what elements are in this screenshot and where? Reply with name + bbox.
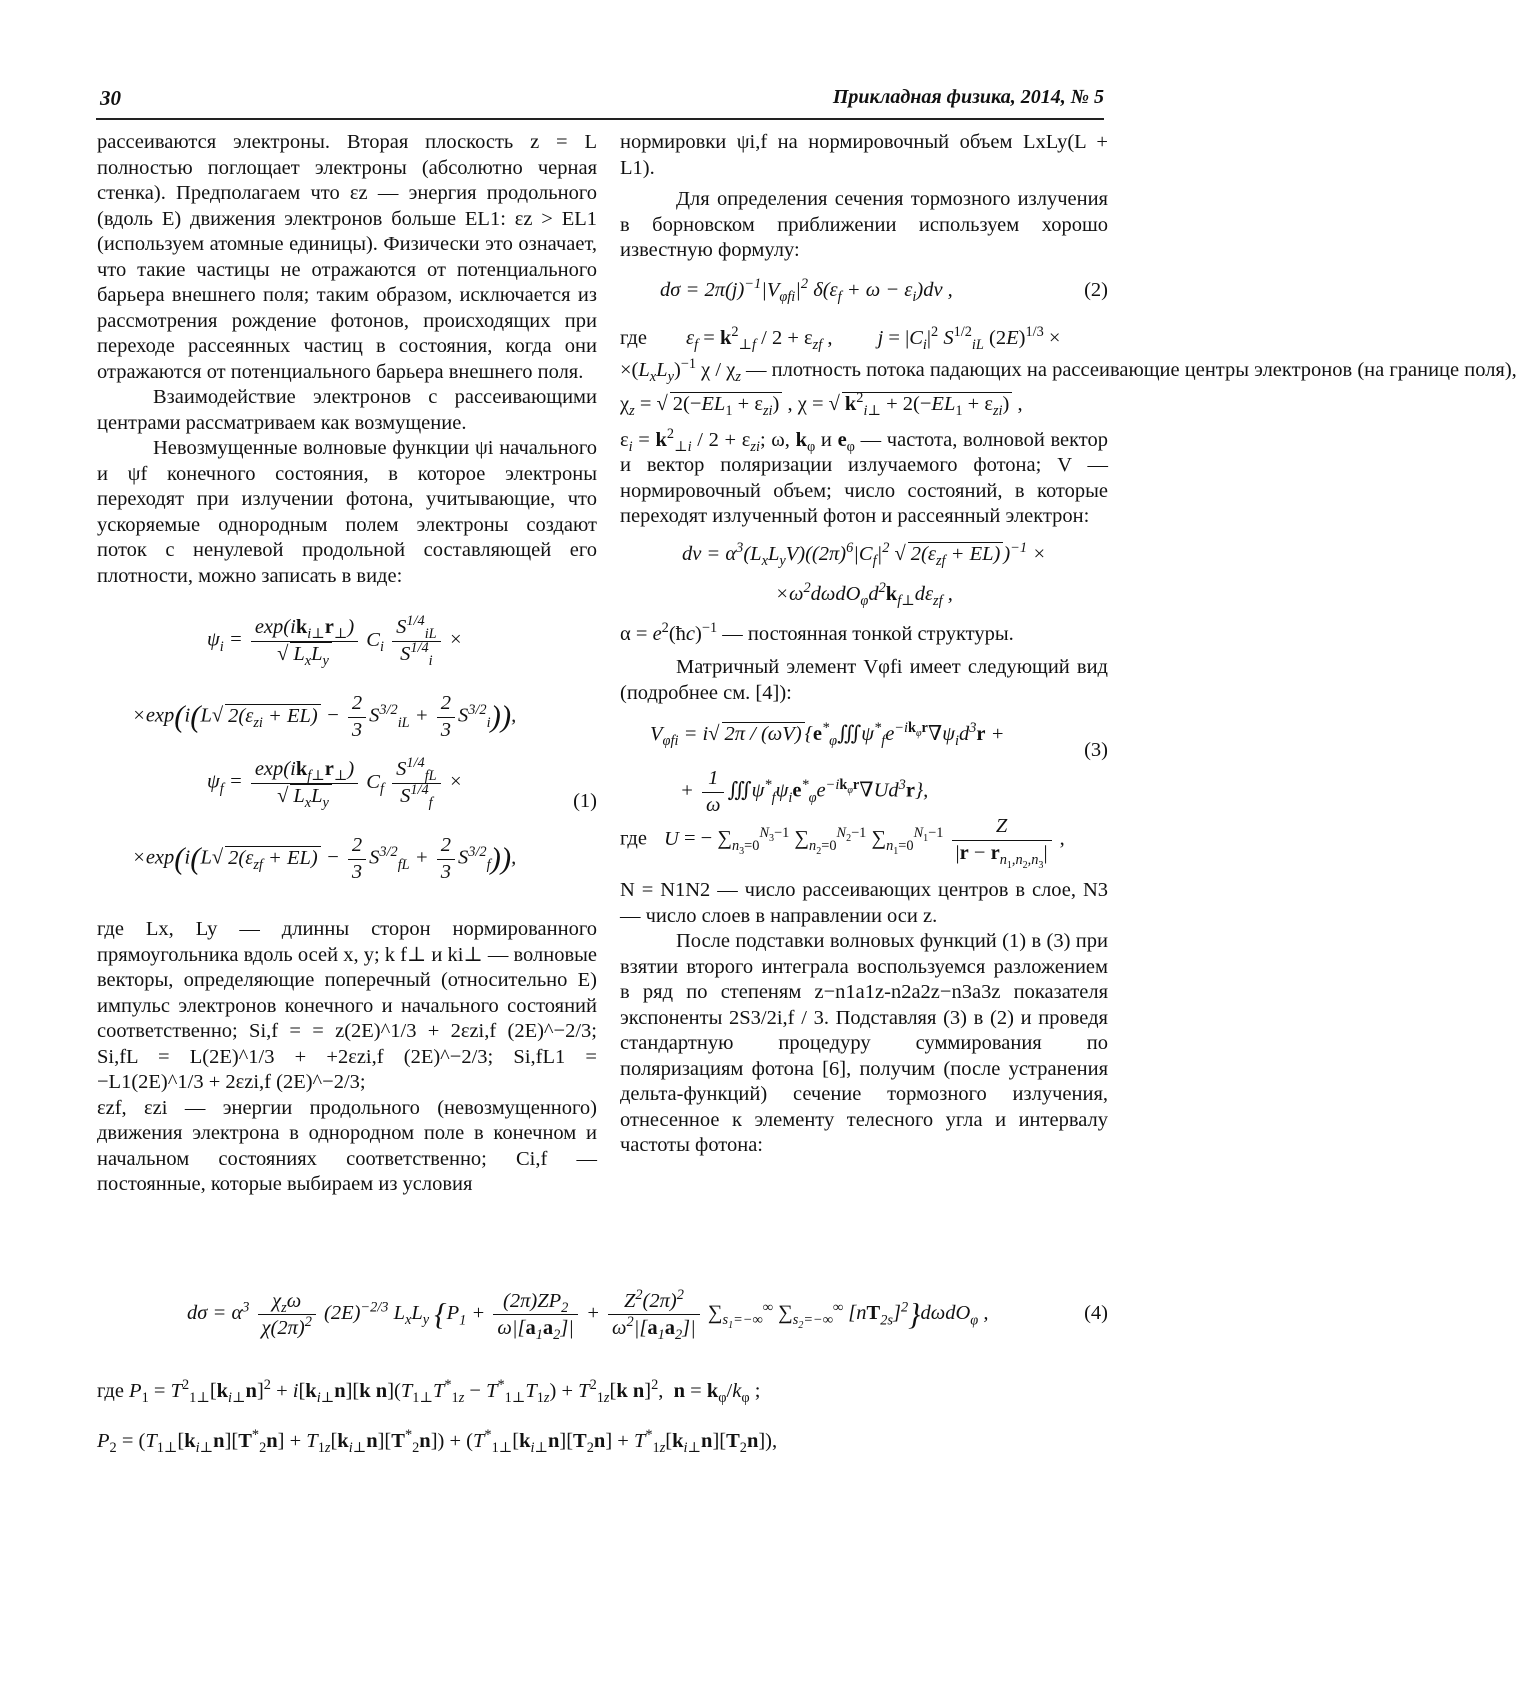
equation-1: $\psi_i$ = $\frac{\exp(ik_{i\perp}r_\perp)}{√ L_xL_y}$ $C_i$ $\frac{S^{1/4}_{iL}}{S^{1/4}_i}$ × ×exp(i(L√ $2(\varepsilon_{zi} + EL)$ − $\frac{2}{3}$ $S^{3/2}_{iL}$ + $\frac{2}{3}$ $S^{3/2}_i$)), $\psi_f$ = $\frac{\exp(ik_{f\perp}r_\perp)}{√ L_xL_y}$ $C_f$ $\frac{S^{1/4}_{fL}}{S^{1/4}_f}$ × ×exp(i(L√ $2(\varepsilon_{zf} + EL)$ − $\frac{2}{3}$ $S^{3/2}_{fL}$ + $\frac{2}{3}$ $S^{3/2}_f$)), (1) bbox=[132, 613, 597, 883]
definitions-line: $\times(L_xL_y)^{-1}$ χ / $\chi_z$ — плотность потока падающих на рассеивающие центры электронов (на границе поля), bbox=[620, 355, 1517, 385]
equation-number: (3) bbox=[1084, 739, 1108, 761]
alpha-text: — постоянная тонкой структуры. bbox=[722, 622, 1014, 645]
equation-4: $d\sigma = \alpha^3$ $\frac{\chi_z\omega}{\chi(2\pi)^2}$ $(2E)^{-2/3}$ $L_xL_y$ {$P_1$ + $\frac{(2\pi)ZP_2}{\omega|[a_1a_2]|}$ + $\frac{Z^2(2\pi)^2}{\omega^2|[a_1a_2]|}$ $\sum_{s_1=-\infty}^\infty$ $\sum_{s_2=-\infty}^\infty$ $[nT_{2s}]^2\}d\omega dO_\varphi$ , (4) bbox=[187, 1287, 1108, 1344]
equation-number: (4) bbox=[1084, 1302, 1108, 1324]
equation-P1: где $P_1 = T^2_{1\perp}[k_{i\perp}n]^2 + i[k_{i\perp}n][k$ $n](T_{1\perp}T^*_{1z} - T^*_{1\perp}T_{1z}) + T^2_{1z}[k$ n]$^2$, $n = k_\varphi/k_\varphi$ ; bbox=[97, 1377, 761, 1407]
paragraph: Матричный элемент Vφfi имеет следующий вид (подробнее см. [4]): bbox=[620, 656, 1108, 704]
equation-number: (2) bbox=[1084, 278, 1108, 301]
equation-number: (1) bbox=[573, 790, 597, 812]
page-number: 30 bbox=[100, 86, 121, 110]
photon-text: — частота, волновой вектор и вектор поляризации излучаемого фотона; V — нормировочный объем; число состояний, в которые переходят излученный фотон и рассеянный электрон: bbox=[620, 428, 1108, 527]
where-label: где bbox=[620, 326, 647, 349]
flux-text: — плотность потока падающих на рассеивающие центры электронов (на границе поля), bbox=[746, 358, 1517, 381]
definitions-line: $\varepsilon_i = k^2_{\perp i} / 2 + \varepsilon_{zi}$; ω, $k_\varphi$ и $e_\varphi$ — частота, волновой вектор и вектор поляризации излучаемого фотона; V — нормировочный объем; число состояний, в которые переходят излученный фотон и рассеянный электрон: bbox=[620, 425, 1108, 527]
alpha-line: $\alpha = e^2(ħc)^{-1}$ — постоянная тонкой структуры. bbox=[620, 619, 1014, 645]
paragraph: рассеиваются электроны. Вторая плоскость z = L полностью поглощает электроны (абсолютно черная стенка). Предполагаем что εz — энергия продольного (вдоль E) движения электронов больше EL1: εz > EL1 (используем атомные единицы). Физически это означает, что такие частицы не отражаются от потенциального барьера внешнего поля; таким образом, исключается из рассмотрения рождение фотонов, происходящих при переходе рассеянных частиц в состояния, когда они отражаются от потенциального барьера внешнего поля. bbox=[97, 131, 597, 383]
equation-dnu-cont: $\times\omega^2d\omega dO_\varphi d^2k_{f\perp}d\varepsilon_{zf}$ , bbox=[775, 579, 953, 609]
left-column bbox=[97, 130, 597, 1198]
where-label: где bbox=[97, 1380, 124, 1402]
paragraph: нормировки ψi,f на нормировочный объем LxLy(L + L1). bbox=[620, 131, 1108, 179]
paragraph: Невозмущенные волновые функции ψi начального и ψf конечного состояния, в которое электроны переходят при излучении фотона, учитывающие, что ускоряемые однородным полем электроны создают поток с ненулевой продольной составляющей его плотности, можно записать в виде: bbox=[97, 437, 597, 587]
right-column bbox=[620, 130, 1517, 1159]
paragraph: Взаимодействие электронов с рассеивающими центрами рассматриваем как возмущение. bbox=[97, 386, 597, 434]
equation-3: $V_{\varphi fi} = i√$ 2π / (ωV) {$e^*_\varphi∭\psi^*_fe^{-ik_\varphi r}\nabla\psi_id^3r$ + + $\frac{1}{\omega}$ $∭\psi^*_f\psi_ie^*_\varphi e^{-ik_\varphi r}\nabla Ud^3r$}, (3) bbox=[650, 720, 1108, 816]
paragraph: После подставки волновых функций (1) в (3) при взятии второго интеграла воспользуемся разложением в ряд по степеням z−n1a1z-n2a2z−n3a3z показателя экспоненты 2S3/2i,f / 3. Подставляя (3) в (2) и проведя стандартную процедуру суммирования по поляризациям фотона [6], получим (после устранения дельта-функций) сечение тормозного излучения, отнесенное к элементу телесного угла и интервалу частоты фотона: bbox=[620, 930, 1108, 1156]
paragraph: N = N1N2 — число рассеивающих центров в слое, N3 — число слоев в направлении оси z. bbox=[620, 879, 1108, 927]
equation-dnu: $d\nu = \alpha^3(L_xL_yV)((2\pi)^6|C_f|^2$ √ $2(\varepsilon_{zf} + EL) )^{-1}$ × bbox=[681, 539, 1047, 569]
paragraph: где Lx, Ly — длинны сторон нормированного прямоугольника вдоль осей x, y; k f⊥ и ki⊥ — волновые векторы, определяющие поперечный (относительно E) импульс электронов конечного и начального состояний соответственно; Si,f = = z(2E)^1/3 + 2εzi,f (2E)^−2/3; Si,fL = L(2E)^1/3 + +2εzi,f (2E)^−2/3; Si,fL1 = −L1(2E)^1/3 + 2εzi,f (2E)^−2/3; bbox=[97, 918, 597, 1093]
equation-P2: $P_2 = (T_{1\perp}[k_{i\perp}n][T^*_2n] + T_{1z}[k_{i\perp}n][T^*_2n]) + (T^*_{1\perp}[k_{i\perp}n][T_2n] + T^*_{1z}[k_{i\perp}n][T_2n])$, bbox=[97, 1427, 778, 1457]
definitions-line: где $\varepsilon_f = k^2_{\perp f} / 2 + \varepsilon_{zf}$ , $j = |C_i|^2$ $S^{1/2}_{iL}$ $(2E)^{1/3}$ × bbox=[620, 323, 1061, 353]
equation-2: $d\sigma = 2\pi(j)^{-1}|V_{\varphi fi}|^2$ $\delta(\varepsilon_f + \omega - \varepsilon_i)d\nu$ , (2) bbox=[660, 275, 1108, 305]
journal-title: Прикладная физика, 2014, № 5 bbox=[832, 86, 1104, 108]
equation-U: где U = − $\sum_{n_3=0}^{N_3-1}$ $\sum_{n_2=0}^{N_2-1}$ $\sum_{n_1=0}^{N_1-1}$ $\frac{Z}{|r - r_{n_1,n_2,n_3}|}$ , bbox=[620, 815, 1065, 871]
paragraph: εzf, εzi — энергии продольного (невозмущенного) движения электрона в однородном поле в конечном и начальном состояниях соответственно; Ci,f — постоянные, которые выбираем из условия bbox=[97, 1096, 597, 1195]
where-label: где bbox=[620, 827, 647, 850]
header-rule bbox=[96, 118, 1104, 120]
definitions-line: $\chi_z$ = √ $2(-EL_1 + \varepsilon_{zi})$ , χ = √ $k^2_{i\perp} + 2(-EL_1 + \varepsilon_{zi})$ , bbox=[620, 389, 1023, 419]
paragraph: Для определения сечения тормозного излучения в борновском приближении используем хорошо известную формулу: bbox=[620, 188, 1108, 261]
